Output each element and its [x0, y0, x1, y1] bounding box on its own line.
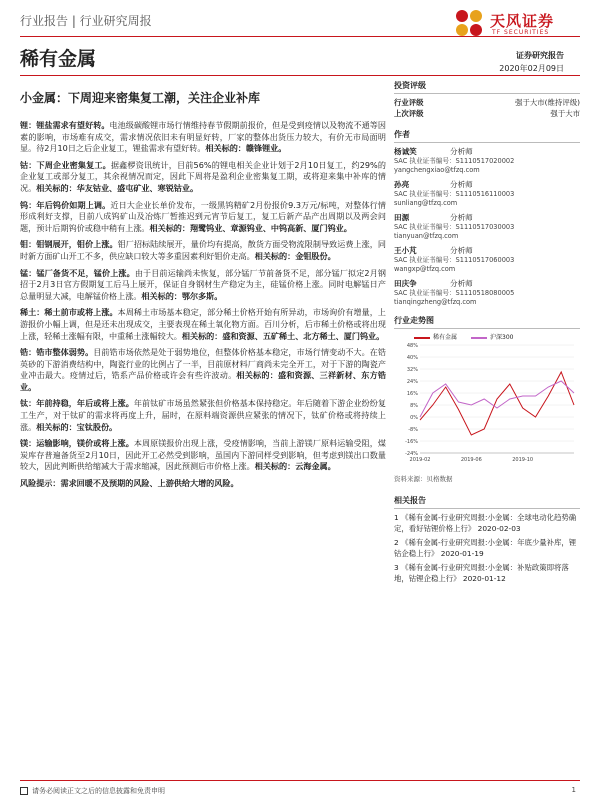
- risk-warning: 风险提示：需求回暖不及预期的风险、上游供给大增的风险。: [20, 478, 239, 489]
- analyst-sac: SAC 执业证书编号：S1110518080005: [394, 289, 515, 297]
- y-tick-label: -8%: [408, 427, 418, 433]
- paragraph-rare-earth: 稀土：稀土前市或将上涨。本周稀土市场基本稳定，部分稀土价格开始有所异动，市场询价有增量，上游报价小幅上调，但是还未出现成交，主要表现在稀土氧化物方面。百川分析，后市稀土价格或将出现上涨，轻稀土涨幅有限，中重稀土涨幅较大。相关标的：盛和资源、五矿稀土、北方稀土、厦门钨业。: [20, 307, 386, 341]
- analyst-email[interactable]: tianyuan@tfzq.com: [394, 232, 459, 240]
- analyst-email[interactable]: tianqingzheng@tfzq.com: [394, 298, 477, 306]
- paragraph-lithium: 锂：锂盐需求有望好转。电池级碳酸锂市场行情维持春节假期前报价，但是受到疫情以及物流不通等因素的影响，市场难有成交，需求情况依旧未有明显好转，厂家的整体出货压力较大，有价无市局面明显。待2月10日之后企业复工，锂盐需求有望好转。相关标的：赣锋锂业。: [20, 120, 386, 154]
- analyst-entry: [394, 146, 580, 175]
- trend-title: 行业走势图: [394, 313, 580, 329]
- rating-title: 投资评级: [394, 78, 580, 94]
- page-number: 1: [571, 786, 576, 794]
- authors-title: 作者: [394, 127, 580, 143]
- paragraph-titanium: 钛：年前持稳，年后或将上涨。年前钛矿市场虽然紧张但价格基本保持稳定。年后随着下游企业纷纷复工生产，对于钛矿的需求将再度上升，届时，在原料端资源供应紧张的情况下，钛矿价格或将持续上涨。相关标的：宝钛股份。: [20, 398, 386, 432]
- analyst-role: 分析师: [450, 147, 473, 156]
- y-tick-label: 16%: [406, 391, 418, 397]
- related-report[interactable]: 1 《稀有金属-行业研究周报:小金属：全球电动化趋势确定，看好钴锂价格上行》 2020-02-03: [394, 513, 577, 533]
- report-title: 小金属：下周迎来密集复工潮，关注企业补库: [20, 91, 261, 105]
- analyst-name: 杨诚笑: [394, 147, 417, 156]
- analyst-email[interactable]: wangxp@tfzq.com: [394, 265, 456, 273]
- header-rule: [20, 36, 580, 37]
- series-line: [420, 372, 574, 435]
- sector-title: 稀有金属: [20, 48, 97, 70]
- paragraph-tungsten: 钨：年后钨价如期上调。近日大企业长单价发布，一级黑钨精矿2月份报价9.3万元/标吨，对整体行情形成利好支撑，目前八成钨矿山及冶炼厂暂推迟到元宵节后复工，复工后新产品产出周期以及两会问题，预计后期钨价或稳中稍有上涨。相关标的：翔鹭钨业、章源钨业、中钨高新、厦门钨业。: [20, 199, 386, 233]
- x-tick-label: 2019-10: [512, 457, 534, 463]
- logo-cn: 天风证券: [490, 12, 555, 30]
- footer-disclaimer: 请务必阅读正文之后的信息披露和免责申明: [20, 786, 165, 796]
- analyst-role: 分析师: [450, 246, 473, 255]
- y-tick-label: 0%: [410, 415, 418, 421]
- rating-row: 行业评级 强于大市(维持评级): [394, 98, 580, 107]
- authors-list: [394, 146, 580, 307]
- paragraph-cobalt: 钴：下周企业密集复工。据鑫椤资讯统计，目前56%的锂电相关企业计划于2月10日复工，约29%的企业复工或部分复工，其余视情况而定，因此下周将是盈利企业密集复工期，或将迎来集中补库的情况。相关标的：华友钴业、盛屯矿业、寒锐钴业。: [20, 159, 386, 193]
- paragraph-manganese: 锰：锰厂备货不足，锰价上涨。由于目前运输尚未恢复，部分锰厂节前备货不足，部分锰厂拟定2月钢招于2月3日官方假期复工后马上展开，保证自身钢材生产稳定为主，硅锰价格上涨。同时电解锰日产总量明显大减，电解锰价格上涨。相关标的：鄂尔多斯。: [20, 267, 386, 301]
- title-rule: [20, 75, 580, 76]
- paragraph-zirconium: 锆：锆市整体弱势。目前锆市场依然是处于弱势地位，但整体价格基本稳定，市场行情变动不大。在锆英砂的下游消费结构中，陶瓷行业的比例占了一半，目前原材料厂商尚未完全开工，对于下游的陶瓷产业冲击最大。疫情过后，锆系产品价格或许会有些许波动。相关标的：盛和资源、三祥新材、东方锆业。: [20, 347, 386, 392]
- analyst-entry: [394, 212, 580, 241]
- chart-legend: [414, 332, 580, 341]
- analyst-entry: [394, 245, 580, 274]
- related-title: 相关报告: [394, 493, 580, 509]
- paragraph-molybdenum: 钼：钼钢展开，钼价上涨。钼厂招标陆续展开，量价均有提高，散货方面受物流限制导致运费上涨，同时新方面矿山开工不多，供应缺口较大等多重因素利好钼价走高。相关标的：金钼股份。: [20, 239, 386, 261]
- paragraph-magnesium: 镁：运输影响，镁价或将上涨。本周原镁报价出现上涨，受疫情影响，当前上游镁厂原料运输受阻，煤炭库存普遍备货至2月10日，因此开工必然受到影响，虽国内下游同样受到影响，但考虑到镁出口数量较大，因此判断供给缩减大于需求缩减，因此预测后市价格上涨。相关标的：云海金属。: [20, 438, 386, 472]
- x-tick-label: 2019-02: [409, 457, 431, 463]
- analyst-role: 分析师: [450, 213, 473, 222]
- y-tick-label: -24%: [405, 451, 418, 457]
- y-tick-label: 48%: [406, 343, 418, 349]
- related-report[interactable]: 3 《稀有金属-行业研究周报:小金属：补贴政策即将落地，钴锂企稳上行》 2020-01-12: [394, 563, 569, 583]
- legend-item: 稀有金属: [414, 332, 457, 341]
- logo-en: TF SECURITIES: [492, 29, 550, 36]
- analyst-email[interactable]: sunliang@tfzq.com: [394, 199, 458, 207]
- chart-source: 资料来源：贝格数据: [394, 475, 453, 483]
- y-tick-label: 32%: [406, 367, 418, 373]
- report-body: [20, 120, 386, 495]
- analyst-sac: SAC 执业证书编号：S1110516110003: [394, 190, 515, 198]
- analyst-sac: SAC 执业证书编号：S1110517020002: [394, 157, 515, 165]
- analyst-name: 孙亮: [394, 180, 410, 189]
- analyst-entry: [394, 278, 580, 307]
- sidebar: [394, 78, 580, 587]
- qr-code-icon: [20, 787, 28, 795]
- report-category: 行业报告 | 行业研究周报: [20, 14, 152, 28]
- y-tick-label: 24%: [406, 379, 418, 385]
- y-tick-label: 8%: [410, 403, 418, 409]
- analyst-entry: [394, 179, 580, 208]
- analyst-name: 田庆争: [394, 279, 417, 288]
- trend-chart: [394, 341, 580, 471]
- related-report[interactable]: 2 《稀有金属-行业研究周报:小金属：年底少量补库，锂钴企稳上行》 2020-01-19: [394, 538, 577, 558]
- report-type: 证券研究报告: [516, 51, 564, 60]
- analyst-name: 田源: [394, 213, 410, 222]
- analyst-sac: SAC 执业证书编号：S1110517060003: [394, 256, 515, 264]
- rating-row: 上次评级 强于大市: [394, 109, 580, 118]
- analyst-sac: SAC 执业证书编号：S1110517030003: [394, 223, 515, 231]
- y-tick-label: 40%: [406, 355, 418, 361]
- legend-item: 沪深300: [471, 332, 513, 341]
- report-date: 2020年02月09日: [499, 64, 564, 73]
- y-tick-label: -16%: [405, 439, 418, 445]
- analyst-role: 分析师: [450, 279, 473, 288]
- analyst-email[interactable]: yangchengxiao@tfzq.com: [394, 166, 480, 174]
- analyst-role: 分析师: [450, 180, 473, 189]
- x-tick-label: 2019-06: [460, 457, 482, 463]
- footer-rule: [20, 780, 580, 781]
- analyst-name: 王小芃: [394, 246, 417, 255]
